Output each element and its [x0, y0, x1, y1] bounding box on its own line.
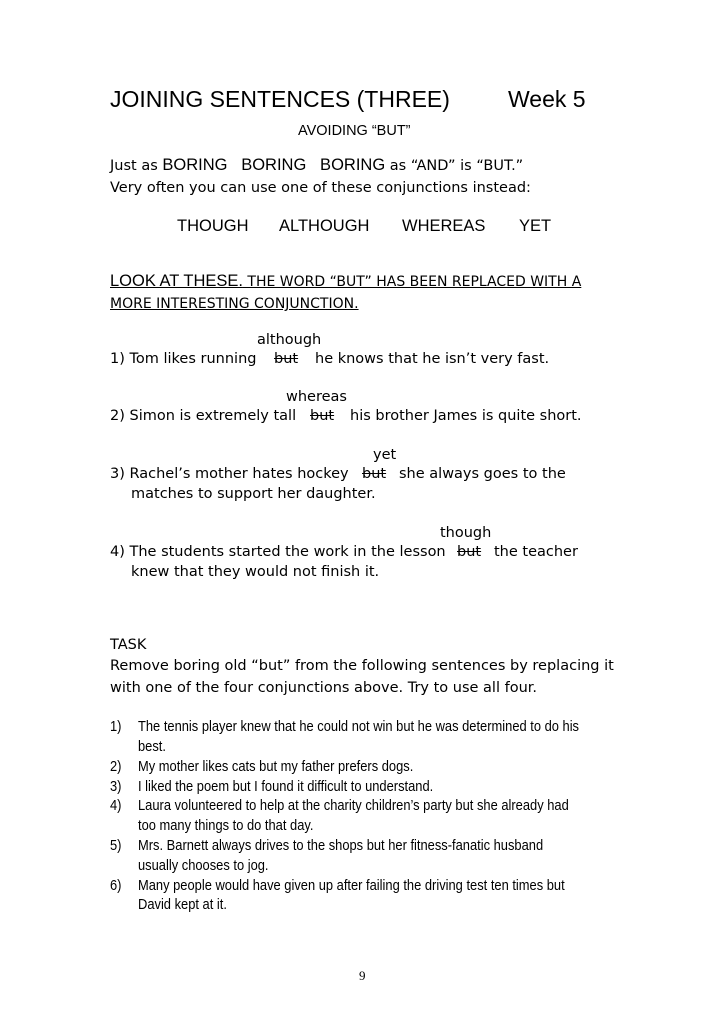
example-4-struck: but: [457, 544, 482, 560]
task-item-5-line-1: Mrs. Barnett always drives to the shops but her fitness-fanatic husband: [138, 837, 544, 854]
example-3-struck: but: [362, 466, 387, 482]
conjunction-yet: YET: [519, 217, 552, 235]
conjunction-although: ALTHOUGH: [279, 217, 370, 235]
week-label: Week 5: [508, 86, 586, 112]
conjunction-whereas: WHEREAS: [402, 217, 486, 235]
example-2-replacement: whereas: [286, 389, 347, 405]
example-3-continuation: matches to support her daughter.: [131, 486, 376, 502]
task-item-6-line-2: David kept at it.: [138, 896, 227, 913]
look-heading-line-2: MORE INTERESTING CONJUNCTION.: [110, 296, 359, 312]
task-item-3-number: 3): [110, 778, 122, 795]
page-title: JOINING SENTENCES (THREE): [110, 86, 450, 112]
task-heading: TASK: [110, 637, 147, 653]
example-1-before: 1) Tom likes running: [110, 351, 257, 367]
page-subtitle: AVOIDING “BUT”: [298, 123, 411, 139]
task-item-2-line-1: My mother likes cats but my father prefers dogs.: [138, 758, 414, 775]
look-heading-big: LOOK AT THESE.: [110, 272, 243, 290]
task-instruction-line-1: Remove boring old “but” from the following sentences by replacing it: [110, 658, 614, 674]
task-item-4-number: 4): [110, 797, 122, 814]
example-2-struck: but: [310, 408, 335, 424]
task-item-5-line-2: usually chooses to jog.: [138, 857, 269, 874]
example-1-struck: but: [274, 351, 299, 367]
intro-and-but: as “AND” is “BUT.”: [389, 158, 524, 174]
task-item-6-number: 6): [110, 877, 122, 894]
task-item-2-number: 2): [110, 758, 122, 775]
task-item-5-number: 5): [110, 837, 122, 854]
look-heading-rest: THE WORD “BUT” HAS BEEN REPLACED WITH A: [242, 274, 582, 290]
intro-boring: BORING BORING BORING: [162, 156, 386, 174]
example-3-replacement: yet: [373, 447, 397, 463]
task-item-1-line-1: The tennis player knew that he could not win but he was determined to do his: [138, 718, 580, 735]
task-item-6-line-1: Many people would have given up after failing the driving test ten times but: [138, 877, 565, 894]
example-2-before: 2) Simon is extremely tall: [110, 408, 297, 424]
task-item-4-line-1: Laura volunteered to help at the charity children’s party but she already had: [138, 797, 569, 814]
page-number: 9: [359, 968, 366, 983]
conjunction-though: THOUGH: [177, 217, 249, 235]
task-item-1-line-2: best.: [138, 738, 166, 755]
example-1-replacement: although: [257, 332, 322, 348]
intro-line-2: Very often you can use one of these conjunctions instead:: [110, 180, 531, 196]
intro-line-1: [110, 156, 523, 175]
example-3-after: she always goes to the: [399, 466, 566, 482]
task-instruction-line-2: with one of the four conjunctions above. Try to use all four.: [110, 680, 537, 696]
example-4-before: 4) The students started the work in the lesson: [110, 544, 446, 560]
task-item-1-number: 1): [110, 718, 122, 735]
example-4-continuation: knew that they would not finish it.: [131, 564, 380, 580]
look-heading-line-1: [110, 272, 581, 291]
task-item-3-line-1: I liked the poem but I found it difficult to understand.: [138, 778, 434, 795]
task-item-4-line-2: too many things to do that day.: [138, 817, 314, 834]
example-3-before: 3) Rachel’s mother hates hockey: [110, 466, 349, 482]
intro-just-as: Just as: [110, 158, 158, 174]
example-4-after: the teacher: [494, 544, 578, 560]
example-4-replacement: though: [440, 525, 492, 541]
example-2-after: his brother James is quite short.: [350, 408, 582, 424]
example-1-after: he knows that he isn’t very fast.: [315, 351, 550, 367]
